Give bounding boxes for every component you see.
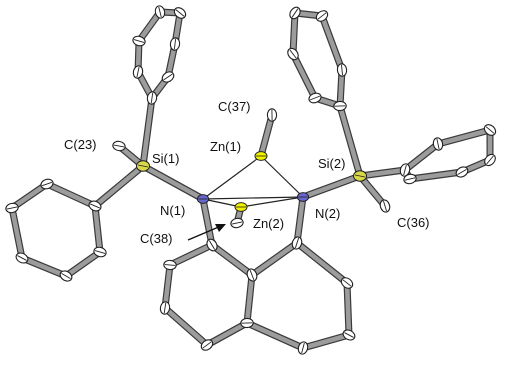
atom-c38 [230, 217, 244, 229]
atom-a5 [172, 6, 187, 21]
label-zn2: Zn(2) [253, 216, 285, 231]
atom-c37 [267, 109, 276, 122]
label-n1: N(1) [160, 203, 186, 218]
contact-n1-zn1 [203, 156, 261, 199]
bond-f8-f9 [347, 283, 349, 335]
bond-b3-b4 [12, 208, 22, 258]
label-si1: Si(1) [152, 151, 180, 166]
bond-f7-f4 [207, 323, 247, 345]
label-zn1: Zn(1) [210, 139, 242, 154]
bond-b5-b6 [66, 252, 100, 276]
atom-n1 [197, 195, 208, 204]
bond-b4-b5 [22, 258, 66, 276]
bond-si1-b1 [95, 166, 143, 206]
bond-e5-e6 [410, 172, 462, 179]
atom-si1 [137, 161, 150, 171]
bond-si1-a1 [143, 98, 152, 166]
bond-si1-n1 [143, 166, 203, 199]
label-c38: C(38) [140, 231, 173, 246]
bond-f2-f8 [297, 243, 347, 283]
label-c36: C(36) [397, 215, 430, 230]
bond-n2-si2 [303, 176, 360, 197]
bond-f9-f10 [303, 335, 349, 348]
label-n2: N(2) [315, 206, 341, 221]
zinc-contacts-layer [203, 156, 303, 207]
bond-f10-f4 [247, 323, 303, 348]
label-si2: Si(2) [318, 156, 346, 171]
atom-n2 [297, 193, 308, 202]
contact-zn1-n2 [261, 156, 303, 197]
bonds-layer [12, 12, 490, 348]
bond-n1-f1 [203, 199, 212, 245]
atom-d4 [288, 5, 303, 20]
bond-e2-e3 [438, 130, 490, 144]
atom-a6 [170, 37, 181, 50]
contact-n1-n2 [203, 197, 303, 199]
bond-b6-b1 [95, 206, 100, 252]
atom-e3 [482, 122, 497, 137]
bond-f2-n2 [297, 197, 303, 243]
bond-e1-e2 [405, 144, 438, 170]
atom-si2 [354, 171, 367, 181]
bond-d2-d3 [293, 54, 315, 98]
bond-f3-f1 [212, 245, 252, 275]
bond-f3-f2 [252, 243, 297, 275]
atom-zn2 [235, 203, 247, 212]
atom-d1 [334, 101, 347, 111]
bond-f4-f3 [247, 275, 252, 323]
bond-f6-f7 [165, 308, 207, 345]
atom-zn1 [255, 152, 267, 161]
bond-d5-d6 [322, 16, 342, 70]
bond-f1-f5 [170, 245, 212, 265]
atom-f4 [241, 318, 254, 328]
atom-f5 [163, 260, 176, 270]
label-c23: C(23) [64, 137, 97, 152]
label-c37: C(37) [218, 99, 251, 114]
bond-b1-b2 [47, 184, 95, 206]
